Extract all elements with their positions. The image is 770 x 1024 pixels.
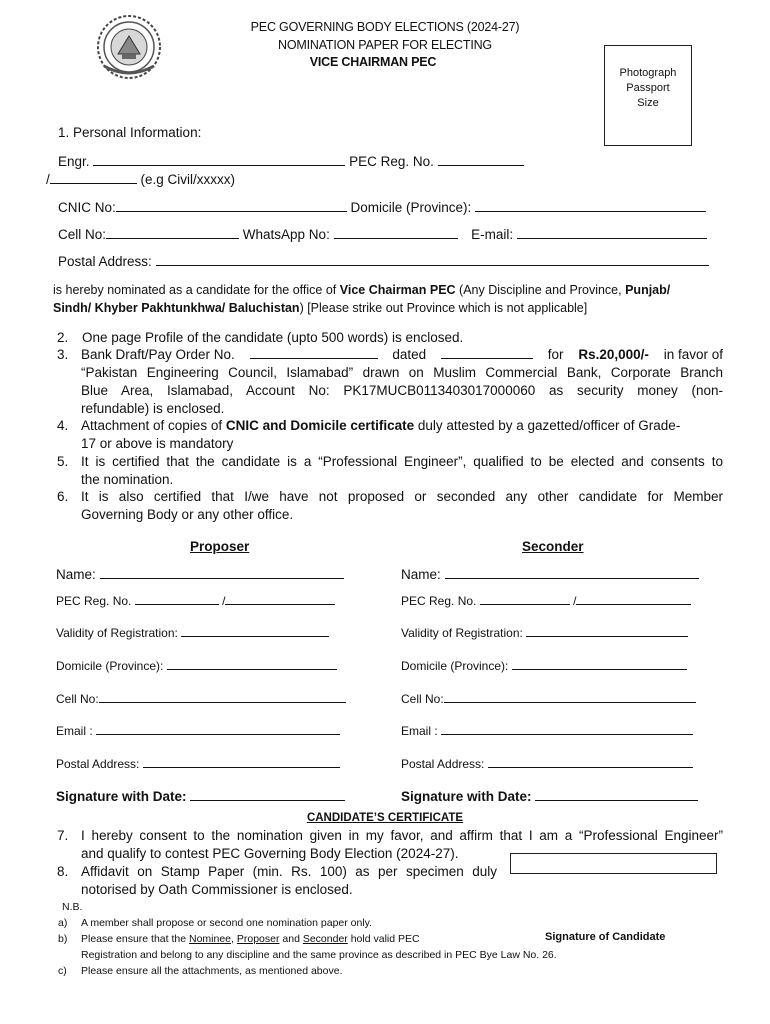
seconder-signature-label: Signature with Date: — [401, 789, 532, 804]
postal-label: Postal Address: — [58, 254, 152, 269]
proposer-signature-field[interactable] — [190, 788, 345, 801]
nomination-statement — [53, 281, 721, 317]
seconder-cell-field[interactable] — [444, 690, 696, 703]
proposer-postal-field[interactable] — [143, 755, 340, 768]
draft-date-field[interactable] — [441, 346, 533, 359]
list-item — [57, 488, 723, 524]
note-b — [58, 933, 420, 945]
postal-row — [58, 253, 709, 269]
item-text: Affidavit on Stamp Paper (min. Rs. 100) as per specimen duly — [81, 864, 497, 879]
proposer-pec-label: PEC Reg. No. — [56, 594, 132, 608]
photo-label-1: Photograph — [619, 67, 677, 79]
security-amount: Rs.20,000/- — [578, 347, 649, 362]
engr-label: Engr. — [58, 154, 90, 169]
province-punjab: Punjab/ — [625, 283, 671, 297]
item-text: Governing Body or any other office. — [81, 507, 294, 522]
nomination-office: Vice Chairman PEC — [339, 283, 456, 297]
seconder-email-row — [401, 722, 693, 738]
proposer-validity-row — [56, 624, 329, 640]
seconder-email-label: Email : — [401, 724, 438, 738]
proposer-signature-row — [56, 788, 345, 804]
proposer-cell-row — [56, 690, 346, 706]
proposer-signature-label: Signature with Date: — [56, 789, 187, 804]
for-label: for — [547, 347, 564, 362]
note-c-label: c) — [58, 965, 67, 977]
photo-label-3: Size — [637, 97, 659, 109]
nb-label: N.B. — [62, 901, 83, 913]
seconder-signature-field[interactable] — [535, 788, 698, 801]
office-title: VICE CHAIRMAN PEC — [309, 55, 437, 69]
list-item — [57, 346, 723, 418]
proposer-domicile-field[interactable] — [167, 657, 337, 670]
seconder-signature-row — [401, 788, 698, 804]
contact-row — [58, 226, 707, 242]
item-text: the nomination. — [81, 472, 174, 487]
note-a-label: a) — [58, 917, 68, 929]
engr-name-row — [58, 153, 524, 169]
note-b-seconder: Seconder — [302, 933, 348, 945]
cell-field[interactable] — [106, 226, 239, 239]
proposer-cell-label: Cell No: — [56, 692, 99, 706]
item-text-part: duly attested by a gazetted/officer of Grade- — [414, 418, 681, 433]
cell-label: Cell No: — [58, 227, 107, 242]
whatsapp-field[interactable] — [334, 226, 458, 239]
note-b-text — [81, 933, 420, 945]
item-text: refundable) is enclosed. — [81, 401, 225, 416]
discipline-row — [46, 171, 235, 187]
seconder-domicile-row — [401, 657, 687, 673]
nomination-text-3: ) [Please strike out Province which is not applicable] — [299, 301, 588, 315]
nomination-text-1: is hereby nominated as a candidate for the office of — [53, 283, 340, 297]
seconder-pec-field[interactable] — [480, 592, 570, 605]
candidate-certificate-heading: CANDIDATE’S CERTIFICATE — [306, 812, 464, 824]
item-text-part: Attachment of copies of — [81, 418, 226, 433]
item-text: 17 or above is mandatory — [81, 436, 234, 451]
item-text: notorised by Oath Commissioner is enclosed. — [81, 882, 353, 897]
engr-name-field[interactable] — [93, 153, 345, 166]
proposer-discipline-field[interactable] — [225, 592, 335, 605]
cnic-label: CNIC No: — [58, 200, 116, 215]
seconder-domicile-field[interactable] — [512, 657, 687, 670]
note-b-part: , — [231, 933, 237, 945]
slash-label: / — [46, 172, 50, 187]
pec-reg-label: PEC Reg. No. — [349, 154, 434, 169]
pec-reg-field[interactable] — [438, 153, 524, 166]
seconder-cell-label: Cell No: — [401, 692, 444, 706]
domicile-field[interactable] — [475, 199, 706, 212]
note-b-proposer: Proposer — [236, 933, 280, 945]
candidate-signature-box[interactable] — [510, 853, 717, 874]
nomination-text-2: (Any Discipline and Province, — [455, 283, 626, 297]
proposer-pec-field[interactable] — [135, 592, 219, 605]
bank-draft-line — [81, 346, 723, 364]
item-text: “Pakistan Engineering Council, Islamabad” drawn on Muslim Commercial Bank, Corporate Branch — [81, 365, 723, 380]
proposer-domicile-row — [56, 657, 337, 673]
bank-draft-label: Bank Draft/Pay Order No. — [81, 347, 235, 362]
seconder-postal-label: Postal Address: — [401, 757, 485, 771]
item-number: 6. — [57, 489, 69, 504]
item-number: 3. — [57, 347, 69, 362]
requirements-list — [57, 329, 723, 522]
proposer-email-row — [56, 722, 340, 738]
province-others: Sindh/ Khyber Pakhtunkhwa/ Baluchistan — [53, 301, 300, 315]
proposer-heading: Proposer — [190, 539, 250, 554]
postal-field[interactable] — [156, 253, 709, 266]
seconder-postal-row — [401, 755, 693, 771]
item-text: Blue Area, Islamabad, Account No: PK17MUCB0113403017000060 as security money (non- — [81, 383, 723, 398]
proposer-pec-row — [56, 592, 335, 608]
note-b-part: Please ensure that the — [81, 933, 189, 945]
note-a-text: A member shall propose or second one nomination paper only. — [81, 917, 373, 929]
proposer-domicile-label: Domicile (Province): — [56, 659, 164, 673]
seconder-heading: Seconder — [522, 539, 584, 554]
seconder-discipline-field[interactable] — [576, 592, 691, 605]
note-a — [58, 917, 373, 929]
list-item — [57, 417, 723, 453]
proposer-validity-field[interactable] — [181, 624, 329, 637]
note-c-text: Please ensure all the attachments, as mentioned above. — [81, 965, 343, 977]
list-item — [57, 329, 723, 347]
proposer-validity-label: Validity of Registration: — [56, 626, 178, 640]
cnic-field[interactable] — [116, 199, 347, 212]
proposer-slash: / — [222, 594, 226, 608]
whatsapp-label: WhatsApp No: — [242, 227, 330, 242]
item-number: 8. — [57, 864, 69, 879]
email-field[interactable] — [517, 226, 707, 239]
note-c — [58, 965, 343, 977]
item-text: It is also certified that I/we have not proposed or seconded any other candidate for Member — [81, 489, 723, 504]
seconder-domicile-label: Domicile (Province): — [401, 659, 509, 673]
seconder-name-label: Name: — [401, 567, 441, 582]
item-text — [81, 417, 723, 435]
in-favor-label: in favor of — [663, 347, 723, 362]
seconder-validity-row — [401, 624, 688, 640]
proposer-email-label: Email : — [56, 724, 93, 738]
proposer-cell-field[interactable] — [99, 690, 346, 703]
bank-draft-number-field[interactable] — [250, 346, 378, 359]
item-text: and qualify to contest PEC Governing Body Election (2024-27). — [81, 846, 459, 861]
nomination-subtitle: NOMINATION PAPER FOR ELECTING — [278, 38, 492, 52]
email-label: E-mail: — [471, 227, 514, 242]
item-number: 2. — [57, 330, 69, 345]
proposer-name-field[interactable] — [100, 566, 344, 579]
note-b-part: and — [279, 933, 303, 945]
proposer-email-field[interactable] — [96, 722, 340, 735]
item-text: I hereby consent to the nomination given in my favor, and affirm that I am a “Professional Engineer” — [81, 828, 723, 843]
seconder-pec-row — [401, 592, 691, 608]
seconder-validity-field[interactable] — [526, 624, 688, 637]
photo-label-2: Passport — [626, 82, 670, 94]
section-personal-information: 1. Personal Information: — [58, 125, 202, 140]
item-text: It is certified that the candidate is a “Professional Engineer”, qualified to be elected and consents to — [81, 454, 723, 469]
domicile-label: Domicile (Province): — [350, 200, 472, 215]
cnic-domicile-bold: CNIC and Domicile certificate — [225, 418, 415, 433]
cnic-row — [58, 199, 706, 215]
note-b-label: b) — [58, 933, 68, 945]
seconder-postal-field[interactable] — [488, 755, 693, 768]
note-b-nominee: Nominee — [189, 933, 232, 945]
note-b-part: hold valid PEC — [347, 933, 420, 945]
dated-label: dated — [392, 347, 427, 362]
list-item — [57, 453, 723, 489]
discipline-field[interactable] — [50, 171, 137, 184]
proposer-postal-row — [56, 755, 340, 771]
election-title: PEC GOVERNING BODY ELECTIONS (2024-27) — [250, 20, 520, 34]
list-item — [57, 863, 497, 899]
seconder-cell-row — [401, 690, 696, 706]
item-number: 4. — [57, 418, 69, 433]
seconder-email-field[interactable] — [441, 722, 693, 735]
proposer-postal-label: Postal Address: — [56, 757, 140, 771]
seconder-validity-label: Validity of Registration: — [401, 626, 523, 640]
eg-hint: (e.g Civil/xxxxx) — [140, 172, 236, 187]
seconder-slash: / — [573, 594, 577, 608]
note-b-line2: Registration and belong to any discipline and the same province as described in PEC Bye Law No. 26. — [81, 949, 557, 961]
proposer-name-label: Name: — [56, 567, 96, 582]
item-text: One page Profile of the candidate (upto 500 words) is enclosed. — [82, 330, 464, 345]
seconder-name-row — [401, 566, 699, 582]
signature-of-candidate-label: Signature of Candidate — [545, 931, 666, 943]
seconder-pec-label: PEC Reg. No. — [401, 594, 477, 608]
seconder-name-field[interactable] — [445, 566, 699, 579]
photograph-box — [604, 45, 692, 146]
item-number: 5. — [57, 454, 69, 469]
item-number: 7. — [57, 828, 69, 843]
proposer-name-row — [56, 566, 344, 582]
